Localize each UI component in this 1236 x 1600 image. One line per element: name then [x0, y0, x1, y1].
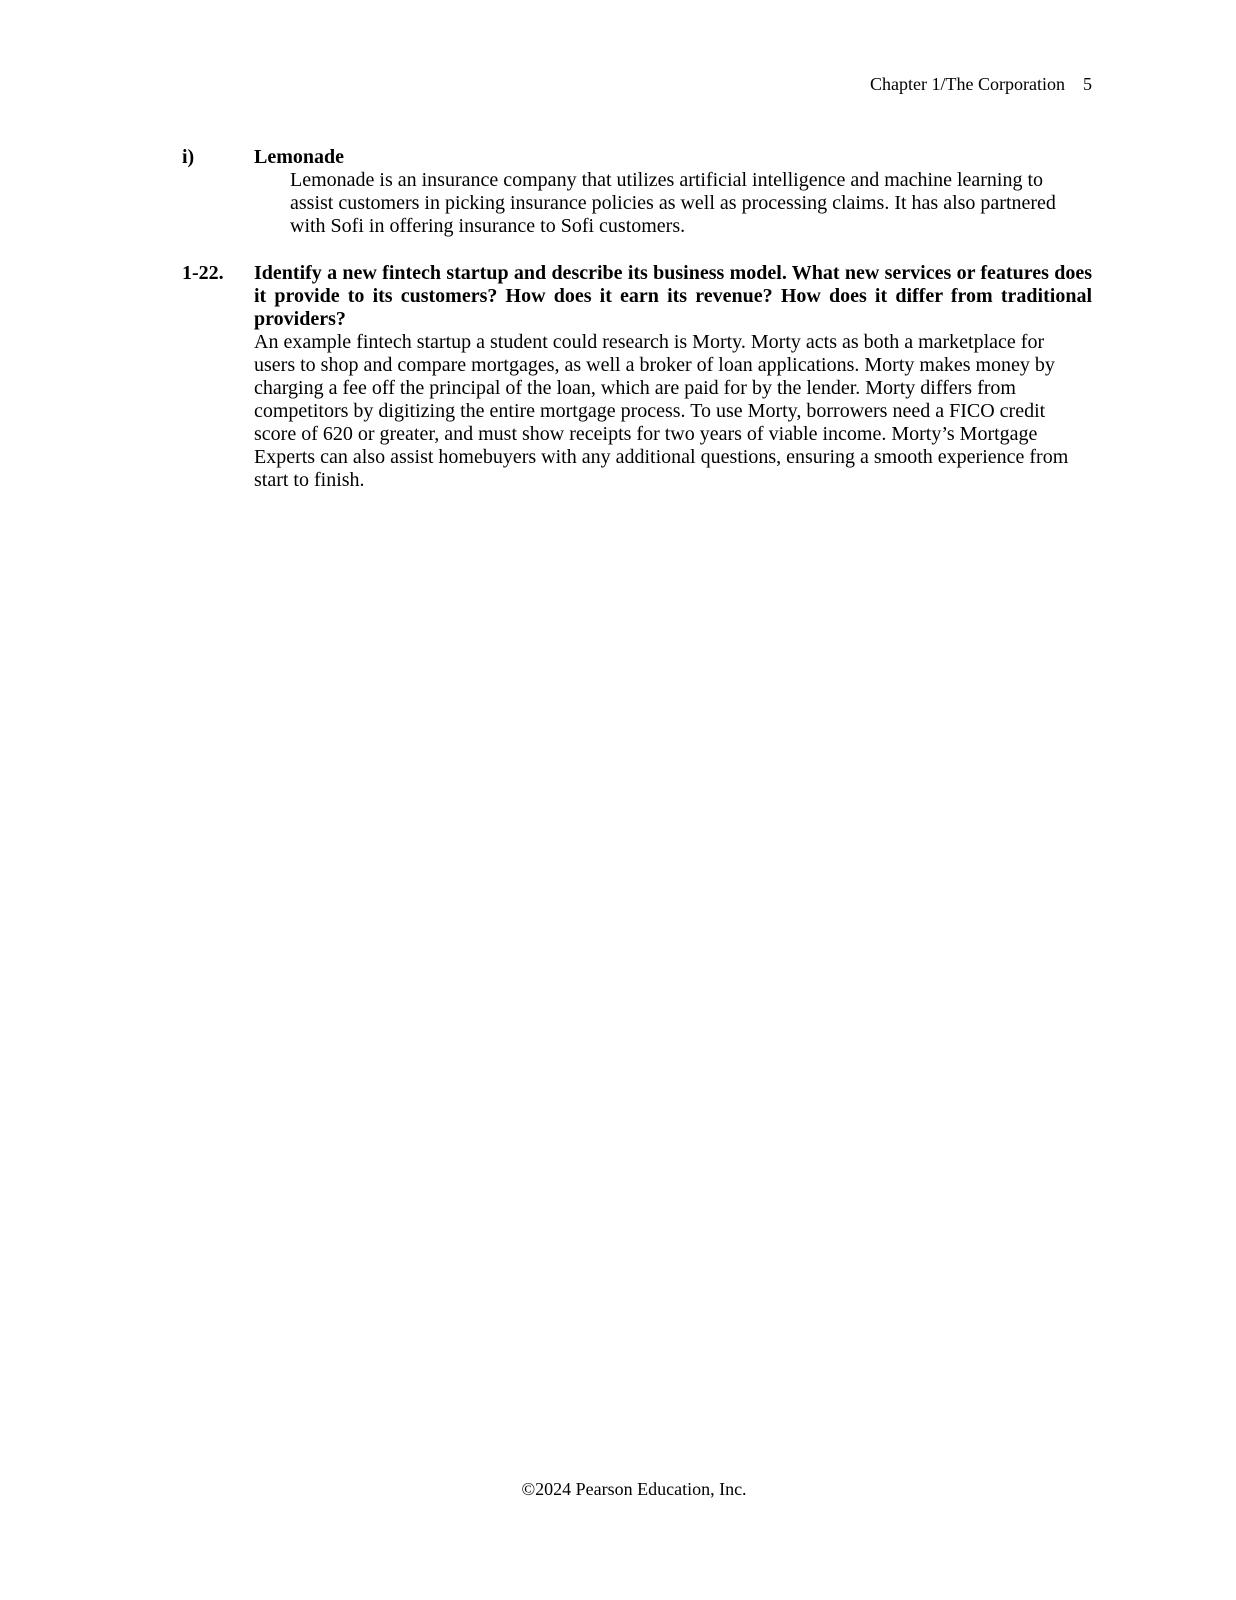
item-text: Lemonade is an insurance company that utilizes artificial intelligence and machine learning to assist customers in picking insurance policies as well as processing claims. It has also partnered with Sofi in offering insurance to Sofi customers. [290, 169, 1056, 237]
item-title: Lemonade [254, 146, 344, 168]
problem-question: Identify a new fintech startup and describe its business model. What new services or features does it provide to its customers? How does it earn its revenue? How does it differ from traditional providers? [254, 262, 1092, 330]
item-body [254, 146, 1092, 238]
problem-answer: An example fintech startup a student could research is Morty. Morty acts as both a marketplace for users to shop and compare mortgages, as well a broker of loan applications. Morty makes money by charging a fee off the principal of the loan, which are paid for by the lender. Morty differs from competitors by digitizing the entire mortgage process. To use Morty, borrowers need a FICO credit score of 620 or greater, and must show receipts for two years of viable income. Morty’s Mortgage Experts can also assist homebuyers with any additional questions, ensuring a smooth experience from start to finish. [254, 331, 1069, 491]
problem-body [254, 262, 1092, 492]
running-header [760, 72, 1092, 96]
item-label: i) [182, 146, 195, 168]
running-title: Chapter 1/The Corporation [870, 74, 1065, 94]
copyright-footer: ©2024 Pearson Education, Inc. [521, 1479, 747, 1499]
problem-number: 1-22. [182, 262, 224, 284]
page-number: 5 [1083, 74, 1092, 94]
